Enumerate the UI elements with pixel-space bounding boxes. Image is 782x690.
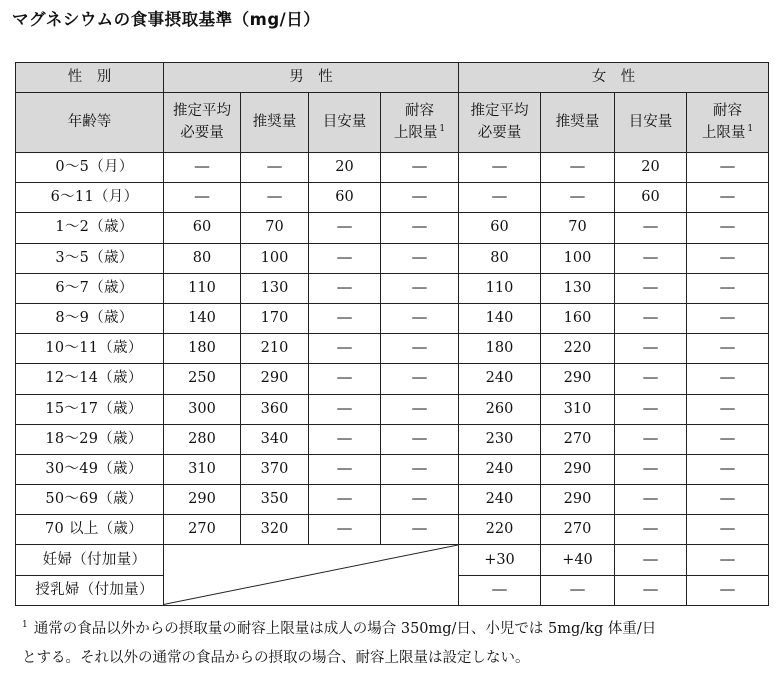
table-row bbox=[16, 454, 769, 484]
value-cell-m-rda: 70 bbox=[241, 213, 309, 243]
value-cell-m-rda: 320 bbox=[241, 515, 309, 545]
value-cell-m-ai: ― bbox=[309, 394, 381, 424]
value-cell-m-ear: 110 bbox=[164, 273, 241, 303]
value-cell-f-rda: 290 bbox=[541, 454, 615, 484]
value-cell-f-ul: ― bbox=[687, 183, 769, 213]
header-female-ai: 目安量 bbox=[615, 93, 687, 153]
value-cell-m-ul: ― bbox=[381, 243, 459, 273]
value-cell-f-ai: ― bbox=[615, 243, 687, 273]
value-cell-f-rda: 70 bbox=[541, 213, 615, 243]
value-cell-f-ai: ― bbox=[615, 454, 687, 484]
value-cell-f-ear: 240 bbox=[459, 364, 541, 394]
header-female-ear: 推定平均 必要量 bbox=[459, 93, 541, 153]
value-cell-f-ul: ― bbox=[687, 485, 769, 515]
age-cell: 8～9（歳） bbox=[16, 303, 164, 333]
value-cell-f-ul: ― bbox=[687, 303, 769, 333]
value-cell-f-rda: 130 bbox=[541, 273, 615, 303]
value-cell-f-rda: 270 bbox=[541, 424, 615, 454]
value-cell-m-ul: ― bbox=[381, 183, 459, 213]
value-cell-f-ear: ― bbox=[459, 153, 541, 183]
value-cell-m-ear: 290 bbox=[164, 485, 241, 515]
value-cell-m-ear: 180 bbox=[164, 334, 241, 364]
header-female: 女 性 bbox=[459, 63, 769, 93]
value-cell-m-ul: ― bbox=[381, 213, 459, 243]
value-cell-m-ul: ― bbox=[381, 273, 459, 303]
value-cell-m-rda: 360 bbox=[241, 394, 309, 424]
page-title: マグネシウムの食事摂取基準（mg/日） bbox=[12, 10, 321, 29]
value-cell-m-ear: 270 bbox=[164, 515, 241, 545]
value-cell-m-ai: ― bbox=[309, 213, 381, 243]
value-cell-m-rda: 340 bbox=[241, 424, 309, 454]
value-cell-m-ear: 310 bbox=[164, 454, 241, 484]
table-row bbox=[16, 364, 769, 394]
value-cell-f-ear: +30 bbox=[459, 545, 541, 575]
value-cell-f-ai: ― bbox=[615, 303, 687, 333]
table-row bbox=[16, 303, 769, 333]
value-cell-m-ai: ― bbox=[309, 485, 381, 515]
value-cell-f-ul: ― bbox=[687, 454, 769, 484]
value-cell-m-ear: 140 bbox=[164, 303, 241, 333]
header-male-ear: 推定平均 必要量 bbox=[164, 93, 241, 153]
age-cell: 50～69（歳） bbox=[16, 485, 164, 515]
value-cell-m-ai: 20 bbox=[309, 153, 381, 183]
value-cell-f-rda: ― bbox=[541, 153, 615, 183]
table-row-pregnant bbox=[16, 545, 769, 575]
value-cell-f-ul: ― bbox=[687, 515, 769, 545]
value-cell-m-ul: ― bbox=[381, 153, 459, 183]
value-cell-m-ul: ― bbox=[381, 334, 459, 364]
value-cell-m-rda: 170 bbox=[241, 303, 309, 333]
value-cell-m-ul: ― bbox=[381, 515, 459, 545]
value-cell-f-ear: 110 bbox=[459, 273, 541, 303]
value-cell-f-rda: 160 bbox=[541, 303, 615, 333]
age-cell: 0～5（月） bbox=[16, 153, 164, 183]
value-cell-f-ul: ― bbox=[687, 545, 769, 575]
value-cell-f-ai: ― bbox=[615, 515, 687, 545]
magnesium-intake-table bbox=[15, 62, 769, 606]
value-cell-f-ear: 230 bbox=[459, 424, 541, 454]
value-cell-f-ul: ― bbox=[687, 213, 769, 243]
value-cell-f-ul: ― bbox=[687, 424, 769, 454]
value-cell-m-ai: ― bbox=[309, 243, 381, 273]
value-cell-f-ul: ― bbox=[687, 273, 769, 303]
value-cell-m-rda: 100 bbox=[241, 243, 309, 273]
value-cell-m-ear: 80 bbox=[164, 243, 241, 273]
table-row bbox=[16, 243, 769, 273]
diagonal-line bbox=[164, 545, 458, 604]
header-female-ul: 耐容 上限量 $^1$ bbox=[687, 93, 769, 153]
value-cell-f-rda: ― bbox=[541, 575, 615, 605]
value-cell-f-rda: ― bbox=[541, 183, 615, 213]
value-cell-m-ul: ― bbox=[381, 485, 459, 515]
table-row bbox=[16, 183, 769, 213]
value-cell-f-ai: ― bbox=[615, 424, 687, 454]
table-row bbox=[16, 485, 769, 515]
table-row bbox=[16, 515, 769, 545]
value-cell-m-rda: ― bbox=[241, 153, 309, 183]
value-cell-f-ai: 20 bbox=[615, 153, 687, 183]
value-cell-m-rda: ― bbox=[241, 183, 309, 213]
value-cell-m-ai: ― bbox=[309, 454, 381, 484]
value-cell-f-rda: 100 bbox=[541, 243, 615, 273]
age-cell: 18～29（歳） bbox=[16, 424, 164, 454]
header-male: 男 性 bbox=[164, 63, 459, 93]
value-cell-f-ai: ― bbox=[615, 364, 687, 394]
value-cell-f-ear: 140 bbox=[459, 303, 541, 333]
value-cell-f-ai: ― bbox=[615, 575, 687, 605]
age-cell: 妊婦（付加量） bbox=[16, 545, 164, 575]
table-row bbox=[16, 153, 769, 183]
value-cell-f-ear: 240 bbox=[459, 454, 541, 484]
table-row bbox=[16, 213, 769, 243]
value-cell-f-ai: ― bbox=[615, 273, 687, 303]
footnote-line-1: $^1$ 通常の食品以外からの摂取量の耐容上限量は成人の場合 350mg/日、小児では 5mg/kg 体重/日 bbox=[22, 620, 657, 637]
value-cell-m-rda: 130 bbox=[241, 273, 309, 303]
value-cell-f-ear: 60 bbox=[459, 213, 541, 243]
table-row bbox=[16, 424, 769, 454]
value-cell-f-rda: 270 bbox=[541, 515, 615, 545]
value-cell-f-ear: 180 bbox=[459, 334, 541, 364]
age-cell: 30～49（歳） bbox=[16, 454, 164, 484]
value-cell-f-ear: ― bbox=[459, 183, 541, 213]
age-cell: 70 以上（歳） bbox=[16, 515, 164, 545]
value-cell-m-rda: 290 bbox=[241, 364, 309, 394]
value-cell-m-ai: ― bbox=[309, 424, 381, 454]
table-row bbox=[16, 334, 769, 364]
value-cell-m-ear: 60 bbox=[164, 213, 241, 243]
value-cell-f-ai: ― bbox=[615, 394, 687, 424]
value-cell-f-ear: 220 bbox=[459, 515, 541, 545]
age-cell: 授乳婦（付加量） bbox=[16, 575, 164, 605]
value-cell-f-rda: 220 bbox=[541, 334, 615, 364]
value-cell-m-ai: ― bbox=[309, 334, 381, 364]
value-cell-m-ear: 250 bbox=[164, 364, 241, 394]
header-female-rda: 推奨量 bbox=[541, 93, 615, 153]
value-cell-m-ai: 60 bbox=[309, 183, 381, 213]
value-cell-m-ai: ― bbox=[309, 364, 381, 394]
age-cell: 15～17（歳） bbox=[16, 394, 164, 424]
value-cell-m-ul: ― bbox=[381, 454, 459, 484]
value-cell-f-ai: 60 bbox=[615, 183, 687, 213]
value-cell-f-rda: 310 bbox=[541, 394, 615, 424]
value-cell-f-rda: +40 bbox=[541, 545, 615, 575]
table-row bbox=[16, 273, 769, 303]
header-sex: 性 別 bbox=[16, 63, 164, 93]
value-cell-f-rda: 290 bbox=[541, 485, 615, 515]
header-male-ai: 目安量 bbox=[309, 93, 381, 153]
value-cell-f-ai: ― bbox=[615, 213, 687, 243]
value-cell-f-ul: ― bbox=[687, 153, 769, 183]
value-cell-f-ear: 80 bbox=[459, 243, 541, 273]
value-cell-m-ul: ― bbox=[381, 364, 459, 394]
age-cell: 3～5（歳） bbox=[16, 243, 164, 273]
header-male-ul: 耐容 上限量 $^1$ bbox=[381, 93, 459, 153]
age-cell: 6～7（歳） bbox=[16, 273, 164, 303]
value-cell-f-ai: ― bbox=[615, 485, 687, 515]
value-cell-f-ai: ― bbox=[615, 545, 687, 575]
male-not-applicable-cell bbox=[164, 545, 459, 605]
footnote bbox=[22, 615, 767, 673]
value-cell-m-ai: ― bbox=[309, 273, 381, 303]
value-cell-m-ear: 280 bbox=[164, 424, 241, 454]
value-cell-m-ear: 300 bbox=[164, 394, 241, 424]
age-cell: 6～11（月） bbox=[16, 183, 164, 213]
value-cell-m-rda: 210 bbox=[241, 334, 309, 364]
value-cell-m-ear: ― bbox=[164, 183, 241, 213]
age-cell: 12～14（歳） bbox=[16, 364, 164, 394]
value-cell-m-ai: ― bbox=[309, 303, 381, 333]
value-cell-f-ear: 260 bbox=[459, 394, 541, 424]
value-cell-m-ul: ― bbox=[381, 303, 459, 333]
value-cell-f-ai: ― bbox=[615, 334, 687, 364]
header-age: 年齢等 bbox=[16, 93, 164, 153]
value-cell-f-ul: ― bbox=[687, 575, 769, 605]
value-cell-f-ul: ― bbox=[687, 334, 769, 364]
age-cell: 1～2（歳） bbox=[16, 213, 164, 243]
header-male-rda: 推奨量 bbox=[241, 93, 309, 153]
value-cell-m-ul: ― bbox=[381, 394, 459, 424]
age-cell: 10～11（歳） bbox=[16, 334, 164, 364]
value-cell-f-rda: 290 bbox=[541, 364, 615, 394]
value-cell-f-ear: 240 bbox=[459, 485, 541, 515]
value-cell-m-rda: 370 bbox=[241, 454, 309, 484]
value-cell-f-ul: ― bbox=[687, 364, 769, 394]
value-cell-m-ear: ― bbox=[164, 153, 241, 183]
value-cell-f-ear: ― bbox=[459, 575, 541, 605]
value-cell-f-ul: ― bbox=[687, 243, 769, 273]
value-cell-m-ai: ― bbox=[309, 515, 381, 545]
table-row bbox=[16, 394, 769, 424]
value-cell-f-ul: ― bbox=[687, 394, 769, 424]
value-cell-m-ul: ― bbox=[381, 424, 459, 454]
footnote-line-2: とする。それ以外の通常の食品からの摂取の場合、耐容上限量は設定しない。 bbox=[22, 650, 530, 666]
value-cell-m-rda: 350 bbox=[241, 485, 309, 515]
